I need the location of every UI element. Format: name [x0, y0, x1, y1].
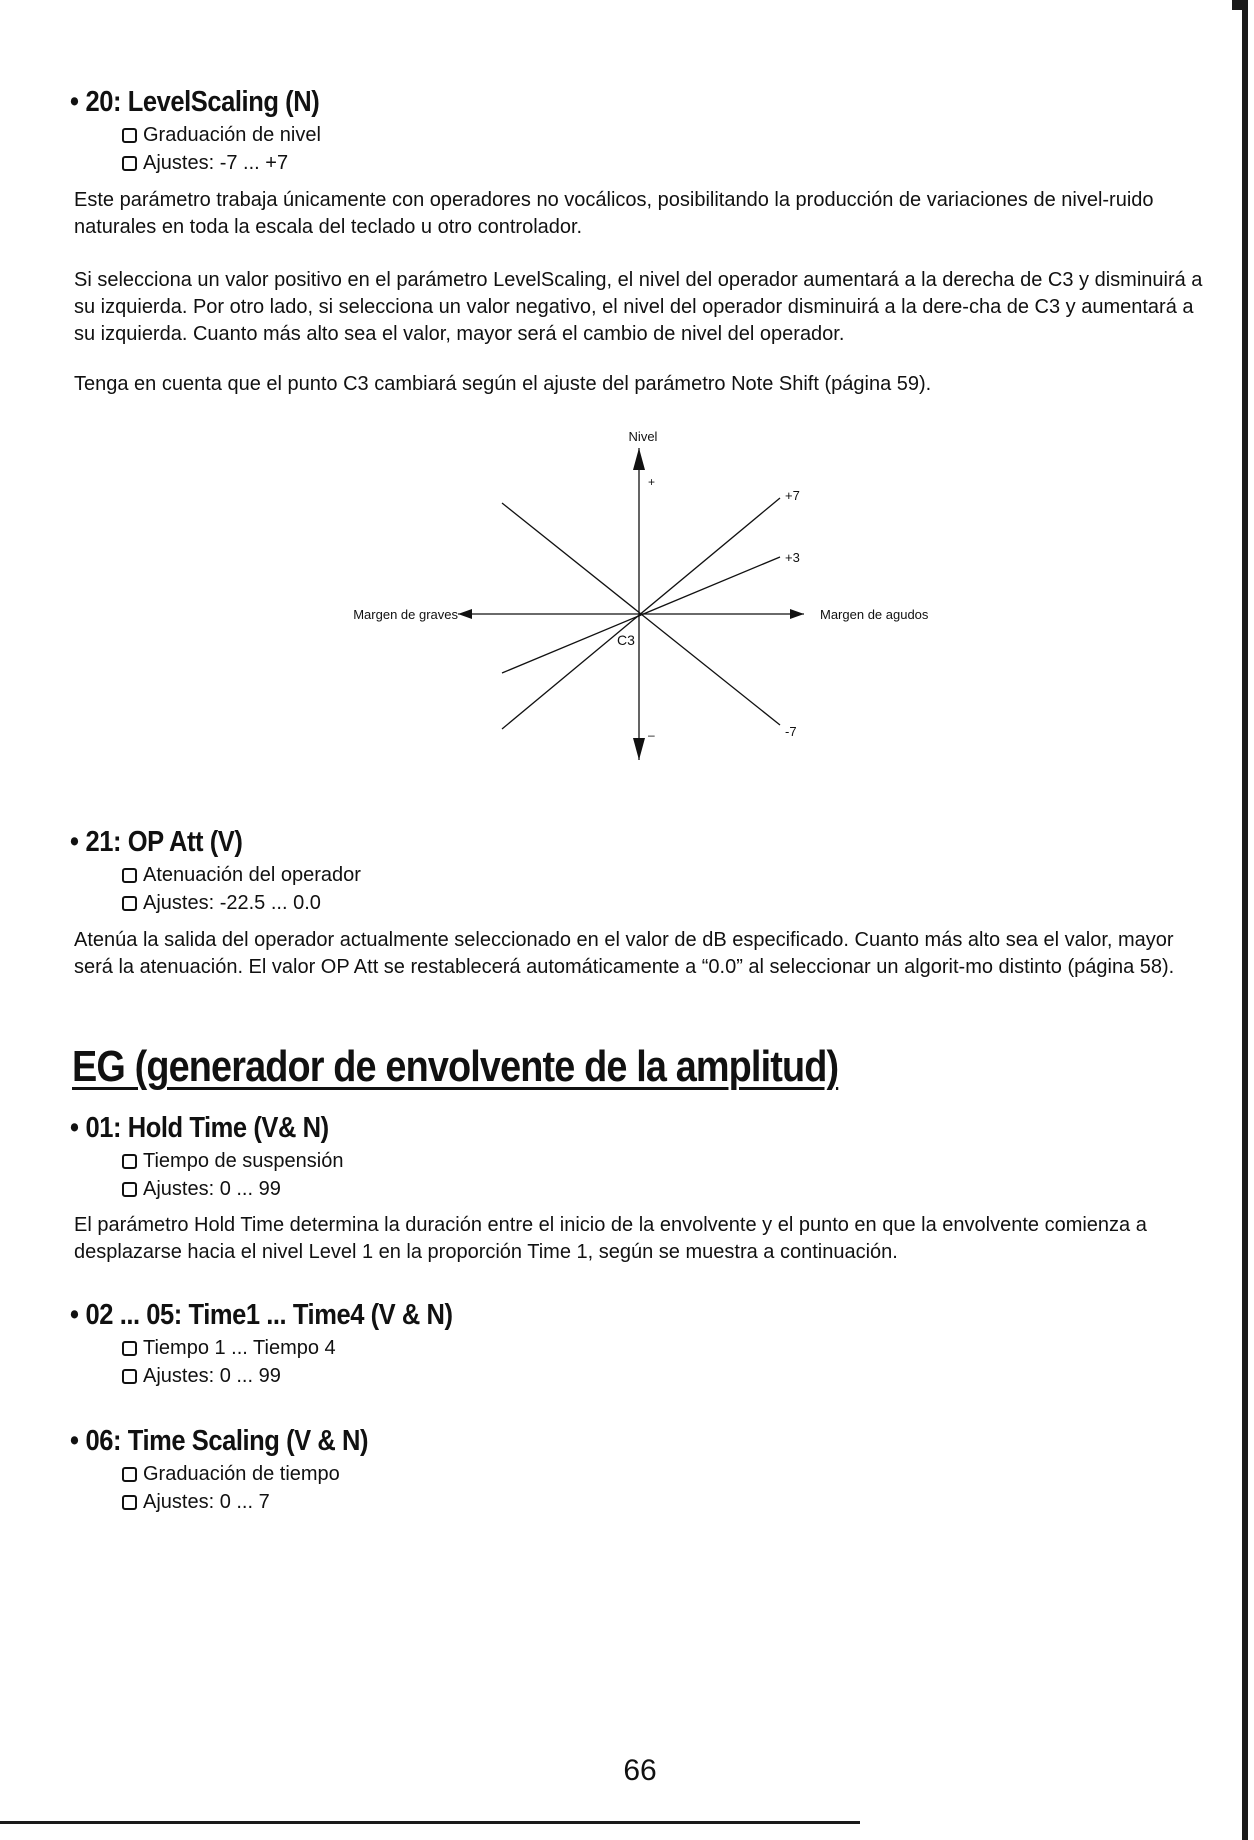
left-label: Margen de graves: [353, 607, 458, 622]
center-label: C3: [617, 632, 635, 648]
checkbox-bullet-icon: [122, 868, 137, 883]
param-20-paragraph-3: Tenga en cuenta que el punto C3 cambiará según el ajuste del parámetro Note Shift (página 59).: [74, 373, 932, 395]
param-01-description: Tiempo de suspensión: [122, 1147, 344, 1175]
param-21-heading: • 21: OP Att (V): [70, 826, 243, 858]
label-plus-3: +3: [785, 550, 800, 565]
right-label: Margen de agudos: [820, 607, 929, 622]
param-21-paragraph: Atenúa la salida del operador actualmente seleccionado en el valor de dB especificado. Cuanto más alto sea el valor, mayor será la atenuación. El valor OP Att se restablecerá automáticamente a “0.0” al seleccionar un algorit-mo distinto (página 58).: [74, 929, 1175, 978]
plus-sign: +: [648, 475, 656, 489]
checkbox-bullet-icon: [122, 1154, 137, 1169]
param-02-05-details: [122, 1334, 336, 1390]
param-01-title: 01: Hold Time (V& N): [85, 1112, 329, 1144]
param-20-range: Ajustes: -7 ... +7: [122, 149, 321, 177]
keyboard-axis-right-arrow-icon: [790, 609, 804, 619]
param-01-details: [122, 1147, 344, 1203]
line-plus-3: [502, 557, 780, 673]
param-01-paragraph: El parámetro Hold Time determina la duración entre el inicio de la envolvente y el punto en que la envolvente comienza a desplazarse hacia el nivel Level 1 en la proporción Time 1, según se muestra a continuación.: [74, 1214, 1147, 1263]
param-01-heading: • 01: Hold Time (V& N): [70, 1112, 329, 1144]
param-02-05-description: Tiempo 1 ... Tiempo 4: [122, 1334, 336, 1362]
label-plus-7: +7: [785, 488, 800, 503]
checkbox-bullet-icon: [122, 1341, 137, 1356]
param-20-paragraph-1: Este parámetro trabaja únicamente con operadores no vocálicos, posibilitando la producción de variaciones de nivel-ruido naturales en toda la escala del teclado u otro controlador.: [74, 189, 1154, 238]
param-06-description: Graduación de tiempo: [122, 1460, 340, 1488]
param-21-details: [122, 861, 361, 917]
minus-sign: –: [648, 728, 655, 742]
checkbox-bullet-icon: [122, 1467, 137, 1482]
checkbox-bullet-icon: [122, 1182, 137, 1197]
checkbox-bullet-icon: [122, 1495, 137, 1510]
label-minus-7: -7: [785, 724, 797, 739]
param-02-05-heading: • 02 ... 05: Time1 ... Time4 (V & N): [70, 1299, 453, 1331]
checkbox-bullet-icon: [122, 1369, 137, 1384]
param-01-range: Ajustes: 0 ... 99: [122, 1175, 344, 1203]
param-02-05-title: 02 ... 05: Time1 ... Time4 (V & N): [85, 1299, 453, 1331]
param-06-details: [122, 1460, 340, 1516]
param-21-title: 21: OP Att (V): [85, 826, 243, 858]
bottom-rule: [0, 1821, 860, 1824]
param-21-range: Ajustes: -22.5 ... 0.0: [122, 889, 361, 917]
param-20-heading: • 20: LevelScaling (N): [70, 86, 320, 118]
level-axis-down-arrow-icon: [633, 738, 645, 760]
param-20-description: Graduación de nivel: [122, 121, 321, 149]
keyboard-axis-left-arrow-icon: [458, 609, 472, 619]
param-06-range: Ajustes: 0 ... 7: [122, 1488, 340, 1516]
param-21-description: Atenuación del operador: [122, 861, 361, 889]
eg-section-title: EG (generador de envolvente de la amplitud): [72, 1042, 839, 1091]
param-06-heading: • 06: Time Scaling (V & N): [70, 1425, 369, 1457]
param-02-05-range: Ajustes: 0 ... 99: [122, 1362, 336, 1390]
checkbox-bullet-icon: [122, 896, 137, 911]
param-06-title: 06: Time Scaling (V & N): [85, 1425, 369, 1457]
y-axis-label: Nivel: [628, 429, 658, 444]
page-number: 66: [623, 1754, 657, 1787]
level-axis-up-arrow-icon: [633, 448, 645, 470]
param-20-title: 20: LevelScaling (N): [85, 86, 320, 118]
param-20-paragraph-2: Si selecciona un valor positivo en el parámetro LevelScaling, el nivel del operador aumentará a la derecha de C3 y disminuirá a su izquierda. Por otro lado, si selecciona un valor negativo, el nivel del operador disminuirá a la dere-cha de C3 y aumentará a su izquierda. Cuanto más alto sea el valor, mayor será el cambio de nivel del operador.: [74, 269, 1203, 345]
